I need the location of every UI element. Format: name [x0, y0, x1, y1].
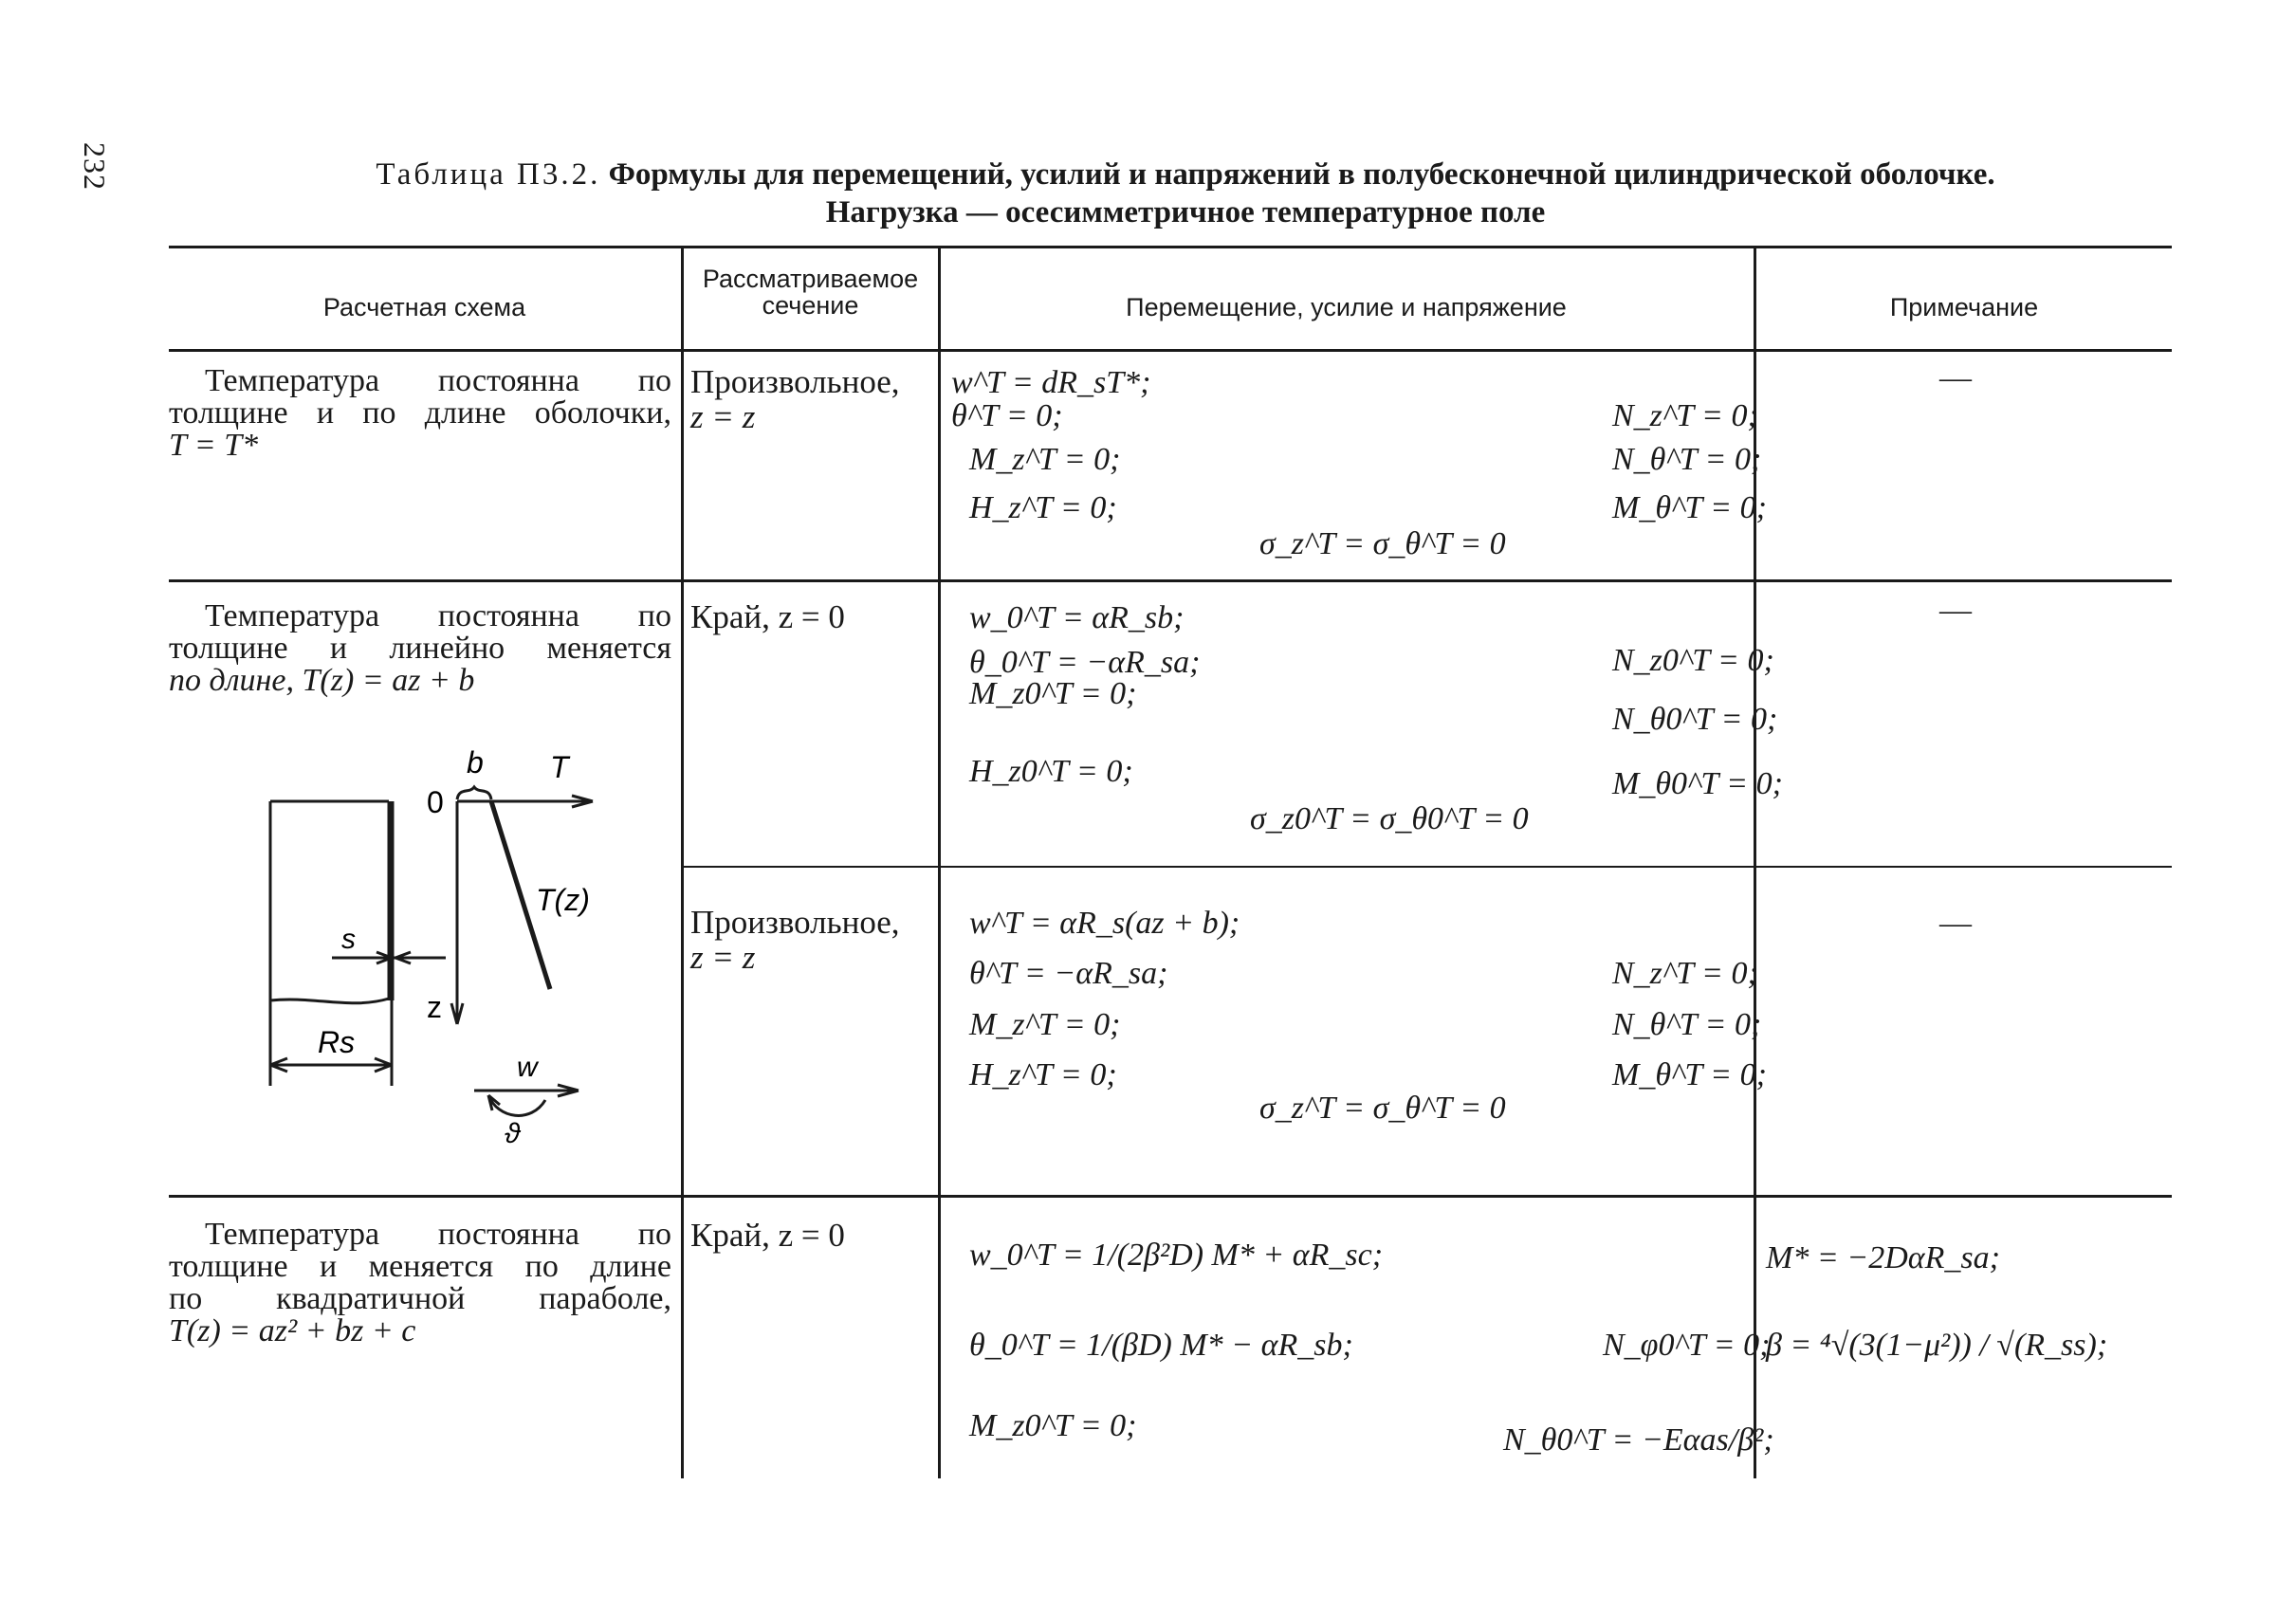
- rule-row1-bottom: [169, 579, 2172, 582]
- row1-scheme: [169, 365, 671, 462]
- temperature-diagram: [256, 735, 607, 1152]
- rule-top: [169, 246, 2172, 248]
- row2-formula-mtheta: M_θ0^T = 0;: [1612, 766, 1783, 801]
- row4-formula-theta: θ_0^T = 1/(βD) M* − αR_sb;: [969, 1328, 1353, 1363]
- row4-note-beta: β = ⁴√(3(1−μ²)) / √(R_ss);: [1766, 1328, 2108, 1363]
- row3-formula-mz: M_z^T = 0;: [969, 1007, 1121, 1042]
- label-Tz: T(z): [536, 883, 590, 917]
- table-caption: [161, 156, 2210, 194]
- row4-formula-nphi: N_φ0^T = 0;: [1603, 1328, 1771, 1363]
- label-z: z: [427, 990, 442, 1024]
- row1-section: [690, 365, 900, 435]
- header-formulas: Перемещение, усилие и напряжение: [1126, 293, 1567, 321]
- row2-scheme-line2: толщине и линейно меняется: [169, 631, 671, 666]
- rule-header-bottom: [169, 349, 2172, 352]
- header-section-line2: сечение: [762, 291, 859, 321]
- row3-formula-hz: H_z^T = 0;: [969, 1057, 1117, 1092]
- row1-formula-w: w^T = dR_sT*;: [951, 365, 1151, 400]
- header-section: [685, 266, 936, 320]
- row4-section: Край, z = 0: [690, 1217, 845, 1254]
- b-brace: [457, 787, 491, 799]
- row4-formula-w: w_0^T = 1/(2β²D) M* + αR_sc;: [969, 1238, 1384, 1273]
- row1-formula-ntheta: N_θ^T = 0;: [1612, 442, 1762, 477]
- row1-formula-hz: H_z^T = 0;: [969, 490, 1117, 525]
- rule-row2-split: [683, 866, 2172, 868]
- row1-scheme-line2: толщине и по длине оболочки,: [169, 395, 671, 431]
- row1-formula-theta: θ^T = 0;: [951, 398, 1063, 433]
- row1-scheme-line3: T = T*: [169, 428, 259, 463]
- row4-scheme-line4: T(z) = az² + bz + c: [169, 1313, 416, 1348]
- row4-formula-mz: M_z0^T = 0;: [969, 1408, 1137, 1443]
- row2-section: Край, z = 0: [690, 598, 845, 635]
- label-theta: ϑ: [505, 1118, 521, 1149]
- row3-formula-nz: N_z^T = 0;: [1612, 956, 1758, 991]
- row3-section: [690, 906, 900, 976]
- row4-scheme-line2: толщине и меняется по длине: [169, 1249, 671, 1284]
- col-divider-1: [681, 246, 684, 1478]
- rule-row3-bottom: [169, 1195, 2172, 1198]
- label-w: w: [517, 1052, 538, 1083]
- row3-formula-sigma: σ_z^T = σ_θ^T = 0: [1259, 1091, 1506, 1126]
- row1-scheme-line1: Температура постоянна по: [205, 363, 671, 398]
- table-title-line2: Нагрузка — осесимметричное температурное поле: [825, 195, 1546, 229]
- row2-scheme-line1: Температура постоянна по: [205, 598, 671, 633]
- row3-formula-mtheta: M_θ^T = 0;: [1612, 1057, 1767, 1092]
- row2-note: —: [1939, 593, 1972, 628]
- row2-formula-theta: θ_0^T = −αR_sa;: [969, 645, 1201, 680]
- header-section-line1: Рассматриваемое: [702, 265, 919, 293]
- header-scheme: Расчетная схема: [322, 293, 526, 321]
- row2-formula-mz: M_z0^T = 0;: [969, 676, 1137, 711]
- header-note: Примечание: [1889, 293, 2039, 321]
- row1-formula-sigma: σ_z^T = σ_θ^T = 0: [1259, 526, 1506, 561]
- label-s: s: [341, 924, 356, 955]
- label-T: T: [550, 750, 569, 784]
- row1-section-line1: Произвольное,: [690, 363, 900, 400]
- row3-section-line1: Произвольное,: [690, 904, 900, 941]
- row4-scheme-line3: по квадратичной параболе,: [169, 1281, 671, 1316]
- row2-formula-hz: H_z0^T = 0;: [969, 754, 1133, 789]
- row3-note: —: [1939, 906, 1972, 941]
- row2-formula-nz: N_z0^T = 0;: [1612, 643, 1774, 678]
- table-label: Таблица П3.2.: [376, 157, 601, 192]
- row1-section-line2: z = z: [690, 397, 756, 435]
- row1-note: —: [1939, 360, 1972, 395]
- row4-note-mstar: M* = −2DαR_sa;: [1766, 1240, 2000, 1275]
- row3-formula-theta: θ^T = −αR_sa;: [969, 956, 1168, 991]
- row1-formula-mtheta: M_θ^T = 0;: [1612, 490, 1767, 525]
- label-Rs: Rs: [318, 1025, 356, 1059]
- row3-section-line2: z = z: [690, 938, 756, 976]
- row4-formula-ntheta: N_θ0^T = −Eαas/β²;: [1503, 1422, 1774, 1458]
- row4-scheme: [169, 1219, 671, 1348]
- row1-formula-nz: N_z^T = 0;: [1612, 398, 1758, 433]
- row3-formula-w: w^T = αR_s(az + b);: [969, 906, 1240, 941]
- row3-formula-ntheta: N_θ^T = 0;: [1612, 1007, 1762, 1042]
- page-number: 232: [78, 142, 112, 191]
- row1-formula-mz: M_z^T = 0;: [969, 442, 1121, 477]
- row2-formula-ntheta: N_θ0^T = 0;: [1612, 702, 1778, 737]
- theta-arc: [488, 1095, 545, 1115]
- row4-scheme-line1: Температура постоянна по: [205, 1217, 671, 1252]
- row2-formula-w: w_0^T = αR_sb;: [969, 600, 1185, 635]
- col-divider-2: [938, 246, 941, 1478]
- row2-scheme: [169, 600, 671, 697]
- label-b: b: [467, 745, 484, 779]
- row2-formula-sigma: σ_z0^T = σ_θ0^T = 0: [1250, 801, 1529, 836]
- row2-scheme-line3: по длине, T(z) = az + b: [169, 663, 475, 698]
- label-0: 0: [427, 785, 444, 819]
- table-title-line1: Формулы для перемещений, усилий и напряжений в полубесконечной цилиндрической оболочке.: [608, 157, 1995, 192]
